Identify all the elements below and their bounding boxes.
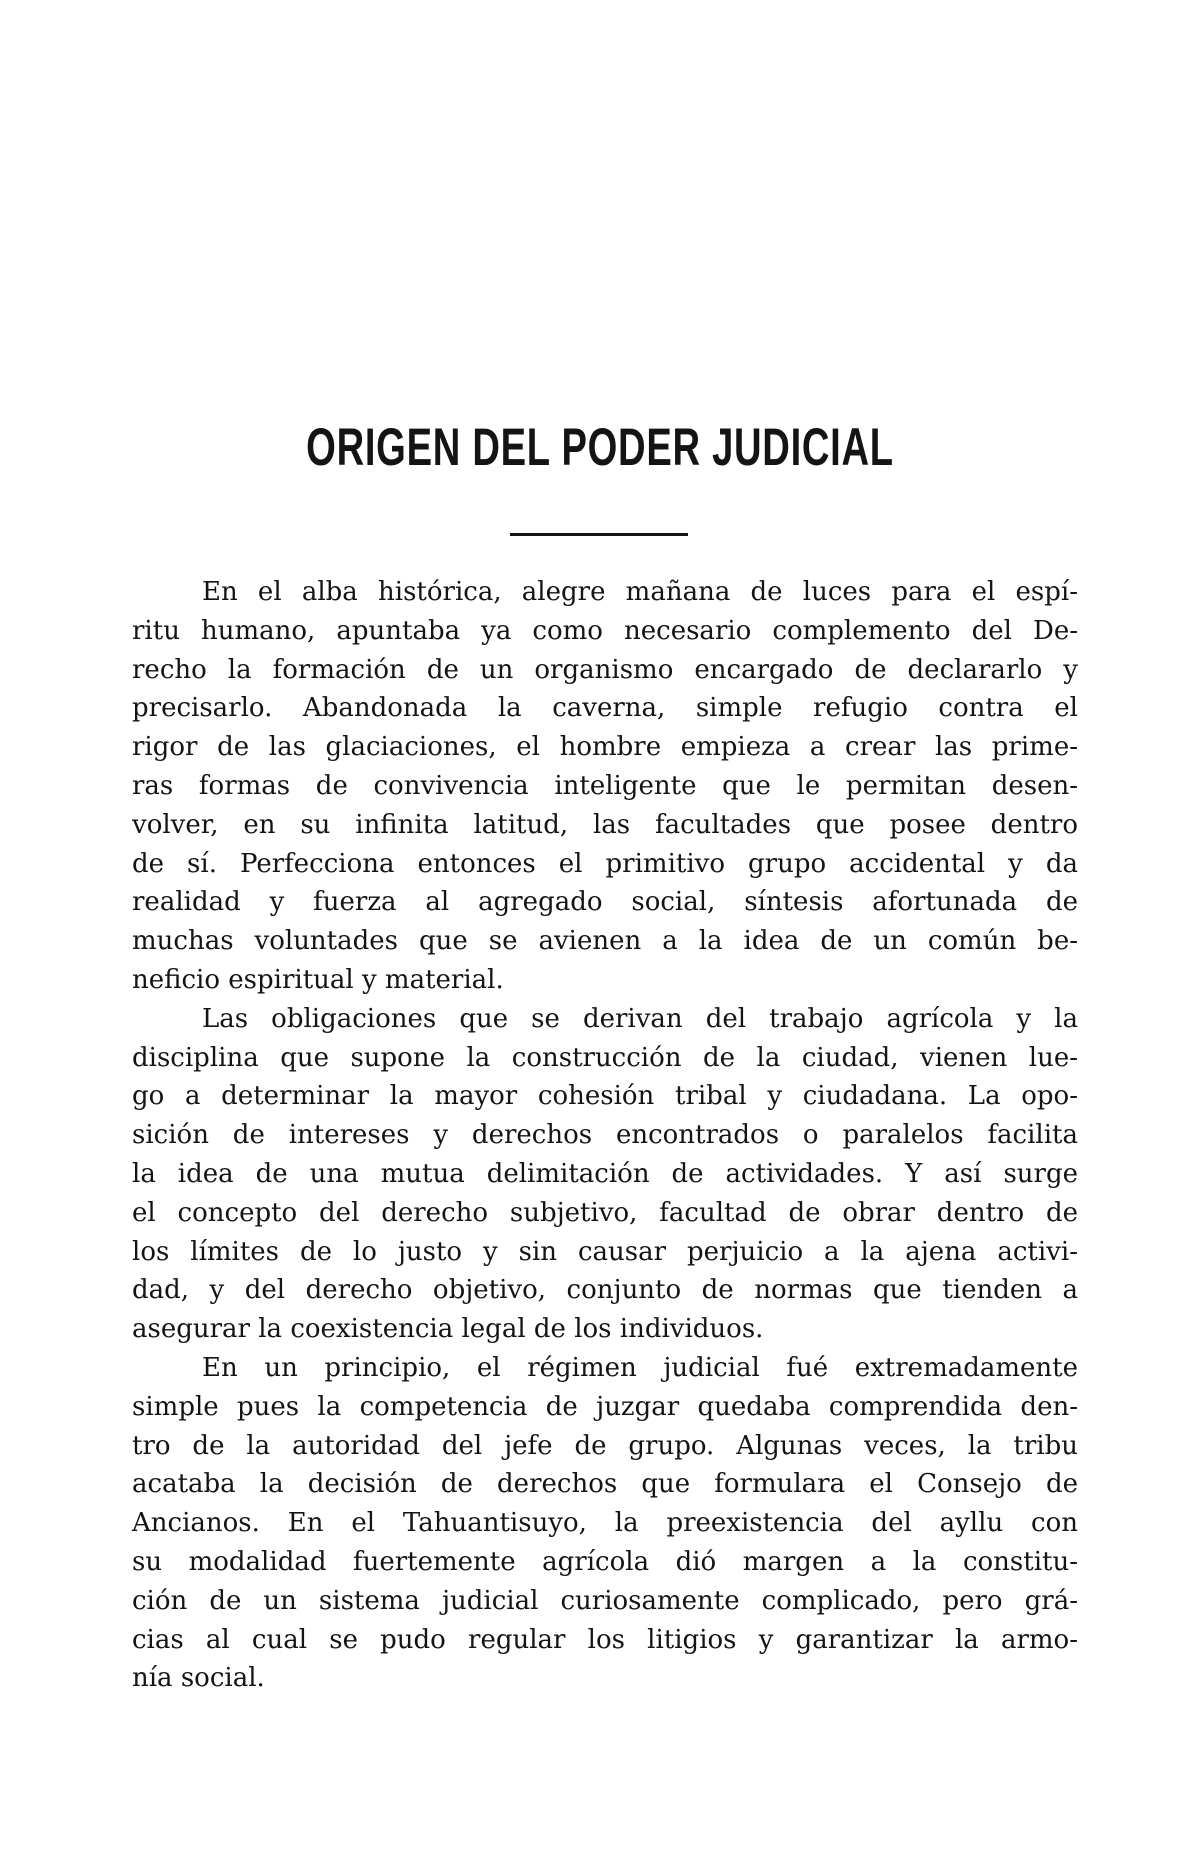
- text-line: ras formas de convivencia inteligente que le permitan desen-: [132, 770, 1078, 801]
- text-line: ritu humano, apuntaba ya como necesario complemento del De-: [132, 615, 1078, 646]
- text-line: dad, y del derecho objetivo, conjunto de normas que tienden a: [132, 1275, 1078, 1306]
- text-line: acataba la decisión de derechos que formulara el Consejo de: [132, 1469, 1078, 1500]
- text-line: En el alba histórica, alegre mañana de luces para el espí-: [202, 577, 1078, 607]
- text-line: realidad y fuerza al agregado social, síntesis afortunada de: [132, 887, 1078, 918]
- text-line: En un principio, el régimen judicial fué extremadamente: [202, 1352, 1078, 1383]
- text-line: precisarlo. Abandonada la caverna, simple refugio contra el: [132, 693, 1078, 724]
- text-line: Ancianos. En el Tahuantisuyo, la preexistencia del ayllu con: [132, 1508, 1078, 1539]
- text-line: la idea de una mutua delimitación de actividades. Y así surge: [132, 1158, 1078, 1189]
- text-line: rigor de las glaciaciones, el hombre empieza a crear las prime-: [132, 732, 1078, 763]
- text-line: asegurar la coexistencia legal de los individuos.: [132, 1314, 764, 1345]
- chapter-body: [132, 573, 1078, 1698]
- text-line: ción de un sistema judicial curiosamente complicado, pero grá-: [132, 1585, 1078, 1616]
- text-line: neficio espiritual y material.: [132, 964, 504, 995]
- chapter-title: ORIGEN DEL PODER JUDICIAL: [306, 418, 894, 477]
- text-line: sición de intereses y derechos encontrados o paralelos facilita: [132, 1120, 1078, 1151]
- title-divider: [510, 533, 688, 536]
- text-line: su modalidad fuertemente agrícola dió margen a la constitu-: [132, 1546, 1078, 1577]
- text-line: volver, en su infinita latitud, las facultades que posee dentro: [132, 809, 1078, 840]
- text-line: de sí. Perfecciona entonces el primitivo grupo accidental y da: [132, 848, 1078, 879]
- text-line: Las obligaciones que se derivan del trabajo agrícola y la: [202, 1003, 1078, 1034]
- paragraph-1: [132, 573, 1078, 1000]
- text-line: recho la formación de un organismo encargado de declararlo y: [132, 654, 1078, 685]
- text-line: el concepto del derecho subjetivo, facultad de obrar dentro de: [132, 1197, 1078, 1228]
- text-line: muchas voluntades que se avienen a la idea de un común be-: [132, 926, 1078, 957]
- text-line: simple pues la competencia de juzgar quedaba comprendida den-: [132, 1391, 1078, 1422]
- text-line: tro de la autoridad del jefe de grupo. Algunas veces, la tribu: [132, 1430, 1078, 1461]
- text-line: los límites de lo justo y sin causar perjuicio a la ajena activi-: [132, 1236, 1078, 1267]
- text-line: nía social.: [132, 1663, 265, 1694]
- text-line: disciplina que supone la construcción de la ciudad, vienen lue-: [132, 1042, 1078, 1073]
- paragraph-3: [132, 1349, 1078, 1698]
- text-line: go a determinar la mayor cohesión tribal y ciudadana. La opo-: [132, 1081, 1078, 1112]
- text-line: cias al cual se pudo regular los litigios y garantizar la armo-: [132, 1624, 1078, 1655]
- paragraph-2: [132, 1000, 1078, 1349]
